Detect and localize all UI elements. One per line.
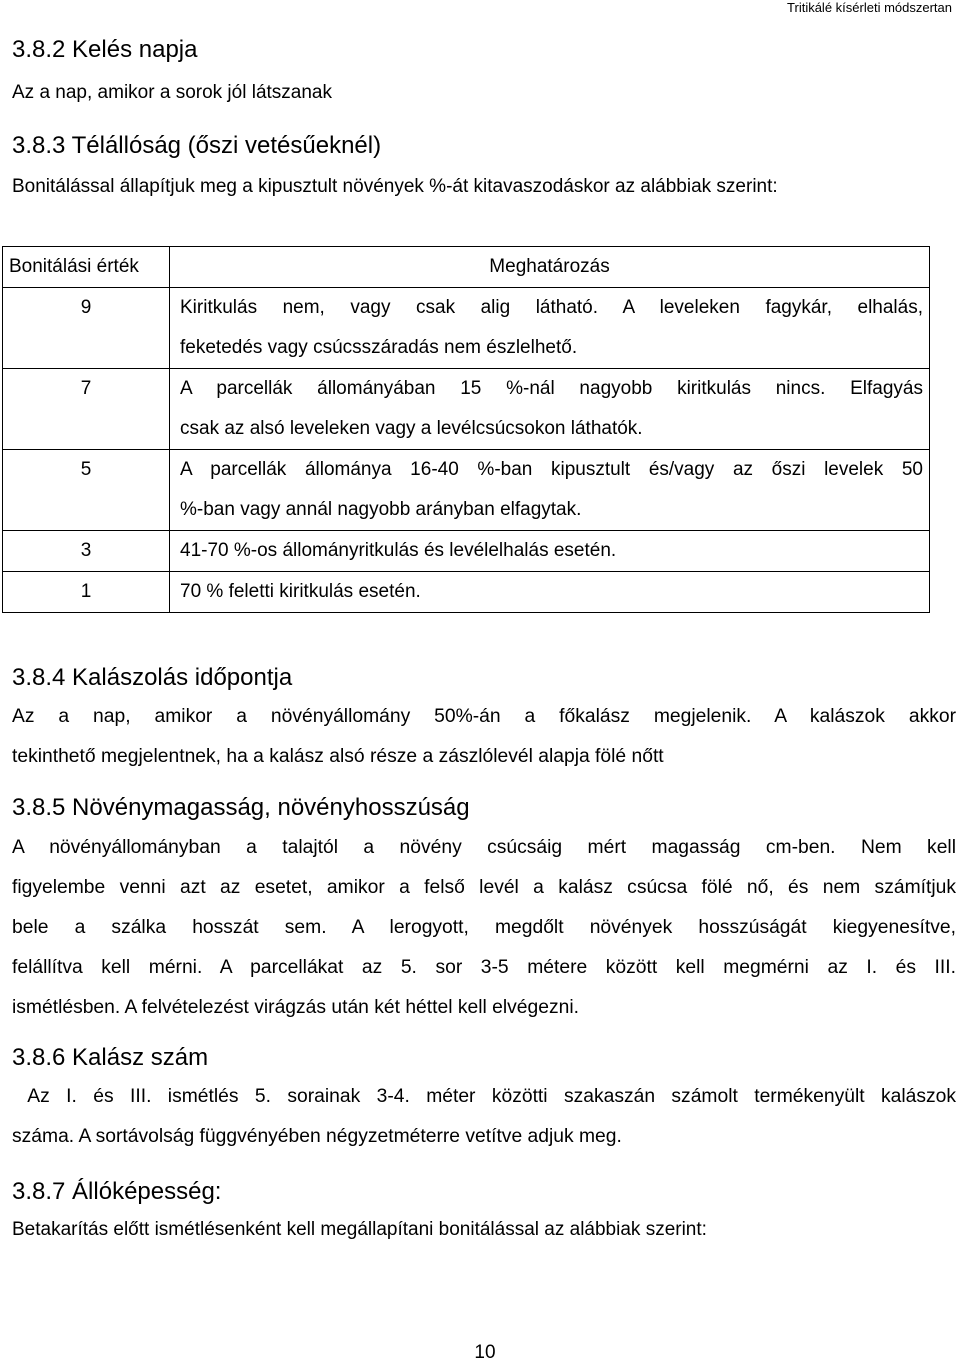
table-cell-definition — [170, 288, 930, 369]
paragraph-line: Az I. és III. ismétlés 5. sorainak 3-4. méter közötti szakaszán számolt termékenyült kalászok — [12, 1086, 956, 1107]
section-3-8-6-title: 3.8.6 Kalász szám — [12, 1044, 209, 1071]
table-cell-line: 41-70 %-os állományritkulás és levélelhalás esetén. — [180, 540, 617, 561]
section-3-8-2-text: Az a nap, amikor a sorok jól látszanak — [12, 82, 332, 103]
table-row — [3, 450, 930, 531]
table-cell-value: 5 — [3, 450, 170, 531]
section-3-8-7-title: 3.8.7 Állóképesség: — [12, 1178, 222, 1205]
paragraph-line: tekinthető megjelentnek, ha a kalász alsó része a zászlólevél alapja fölé nőtt — [12, 746, 664, 767]
table-cell-value: 9 — [3, 288, 170, 369]
paragraph-line: ismétlésben. A felvételezést virágzás után két héttel kell elvégezni. — [12, 997, 579, 1018]
section-3-8-5-text — [12, 828, 956, 1028]
table-cell-definition — [170, 450, 930, 531]
section-3-8-7-text: Betakarítás előtt ismétlésenként kell megállapítani bonitálással az alábbiak szerint: — [12, 1219, 707, 1240]
section-3-8-3-title: 3.8.3 Télállóság (őszi vetésűeknél) — [12, 132, 382, 159]
table-cell-line: 70 % feletti kiritkulás esetén. — [180, 581, 421, 602]
section-3-8-4-text — [12, 697, 956, 777]
paragraph-line: A növényállományban a talajtól a növény csúcsáig mért magasság cm-ben. Nem kell — [12, 837, 956, 858]
table-cell-line: feketedés vagy csúcsszáradás nem észlelhető. — [180, 337, 578, 358]
section-3-8-6-text — [12, 1077, 956, 1157]
table-row — [3, 288, 930, 369]
table-header-row — [3, 247, 930, 288]
paragraph-line: felállítva kell mérni. A parcellákat az 5. sor 3-5 métere között kell megmérni az I. és III. — [12, 957, 956, 978]
paragraph-line: száma. A sortávolság függvényében négyzetméterre vetítve adjuk meg. — [12, 1126, 622, 1147]
table-cell-value: 1 — [3, 572, 170, 613]
table-cell-value: 3 — [3, 531, 170, 572]
frost-resistance-table — [2, 246, 930, 613]
section-3-8-4-title: 3.8.4 Kalászolás időpontja — [12, 664, 293, 691]
table-cell-line: %-ban vagy annál nagyobb arányban elfagytak. — [180, 499, 582, 520]
section-3-8-3-text: Bonitálással állapítjuk meg a kipusztult növények %-át kitavaszodáskor az alábbiak szerint: — [12, 176, 778, 197]
table-cell-definition — [170, 572, 930, 613]
paragraph-line: Az a nap, amikor a növényállomány 50%-án a főkalász megjelenik. A kalászok akkor — [12, 706, 956, 727]
column-header-value: Bonitálási érték — [3, 247, 170, 288]
paragraph-line: bele a szálka hosszát sem. A lerogyott, megdőlt növények hosszúságát kiegyenesítve, — [12, 917, 956, 938]
table-cell-line: Kiritkulás nem, vagy csak alig látható. A leveleken fagykár, elhalás, — [180, 297, 923, 318]
section-3-8-5-title: 3.8.5 Növénymagasság, növényhosszúság — [12, 794, 470, 821]
running-header: Tritikálé kísérleti módszertan — [787, 0, 952, 15]
paragraph-line: figyelembe venni azt az esetet, amikor a felső levél a kalász csúcsa fölé nő, és nem számítjuk — [12, 877, 956, 898]
table-row — [3, 531, 930, 572]
table-cell-definition — [170, 369, 930, 450]
page-number: 10 — [474, 1342, 496, 1363]
table-cell-line: A parcellák állománya 16-40 %-ban kipusztult és/vagy az őszi levelek 50 — [180, 459, 923, 480]
table-cell-definition — [170, 531, 930, 572]
section-3-8-2-title: 3.8.2 Kelés napja — [12, 36, 198, 63]
table-row — [3, 369, 930, 450]
table-cell-line: csak az alsó leveleken vagy a levélcsúcsokon láthatók. — [180, 418, 643, 439]
column-header-definition: Meghatározás — [170, 247, 930, 288]
table-row — [3, 572, 930, 613]
table-cell-value: 7 — [3, 369, 170, 450]
table-cell-line: A parcellák állományában 15 %-nál nagyobb kiritkulás nincs. Elfagyás — [180, 378, 923, 399]
